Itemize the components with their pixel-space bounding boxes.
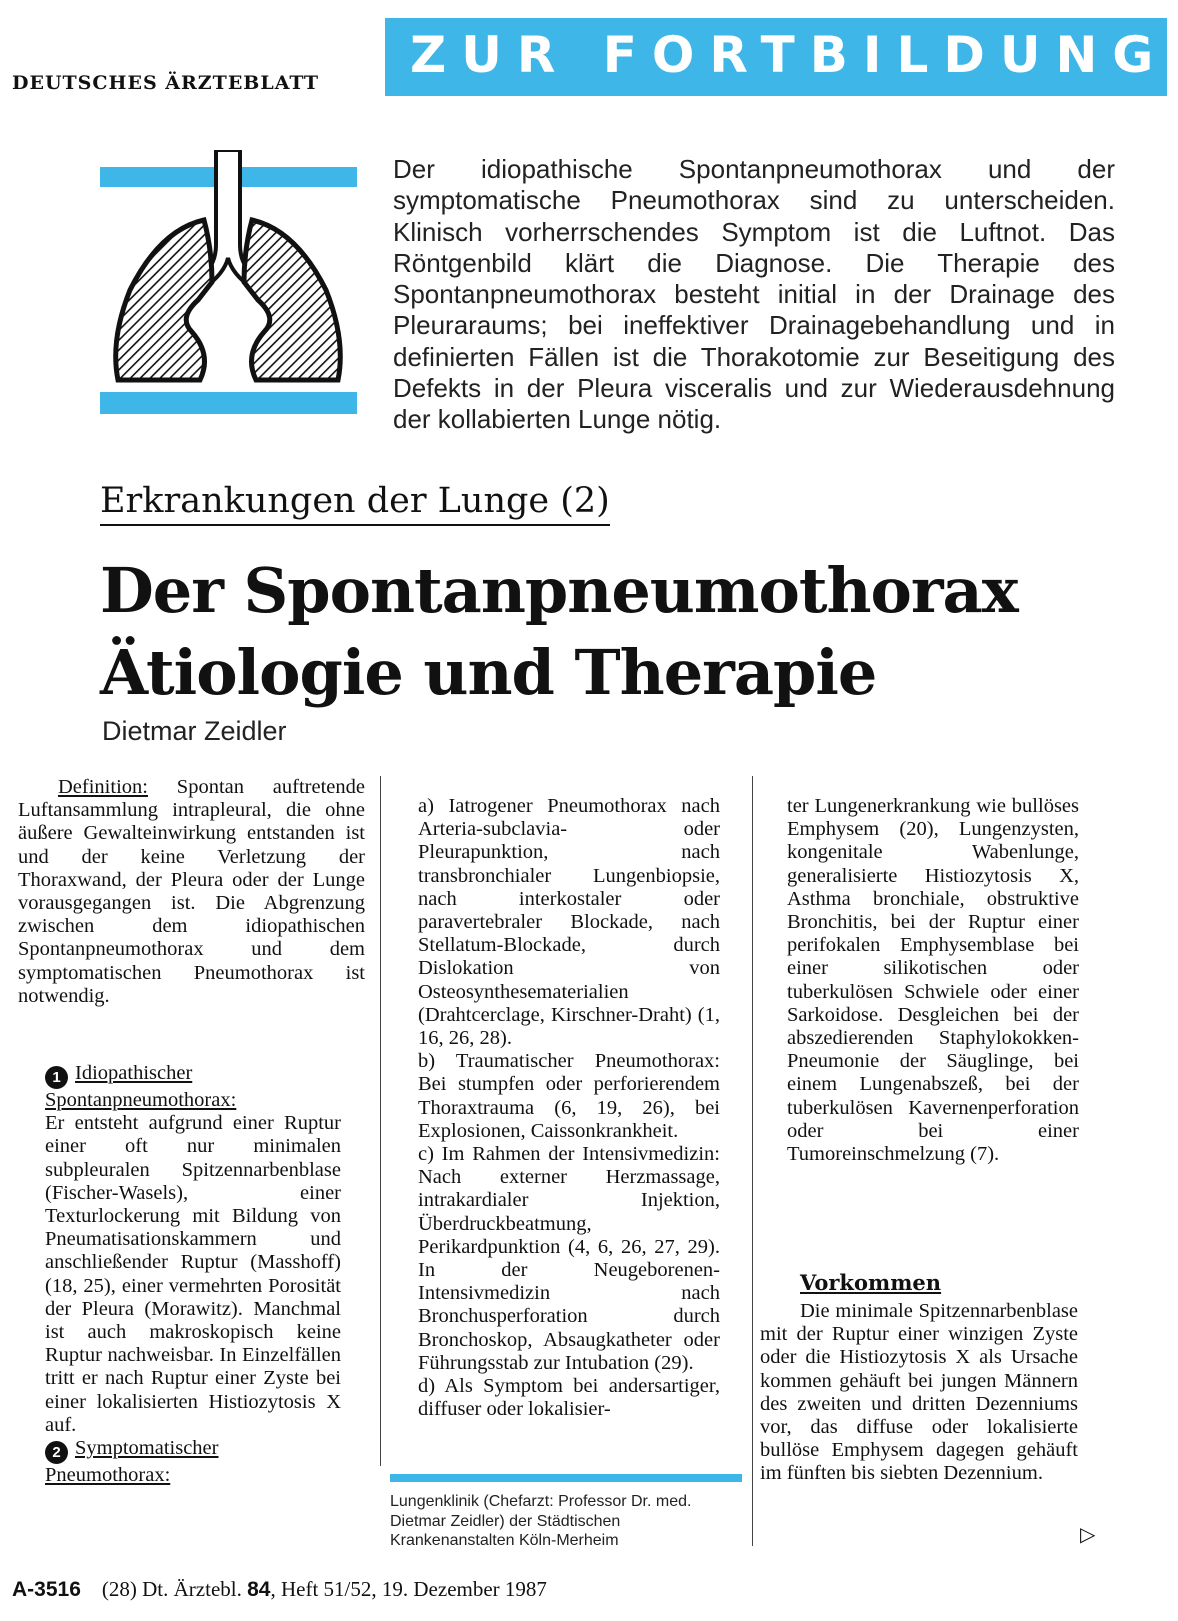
affiliation-bar [390, 1474, 742, 1482]
article-title [100, 550, 1018, 714]
number-badge: 2 [45, 1441, 68, 1464]
abstract: Der idiopathische Spontanpneumothorax und der symptomatische Pneumothorax sind zu unterscheiden. Klinisch vorherrschendes Symptom ist die Luftnot. Das Röntgenbild klärt die Diagnose. Die Therapie des Spontanpneumothorax besteht initial in der Drainage des Pleuraraums; bei ineffektiver Drainagebehandlung und in definierten Fällen ist die Thorakotomie zur Beseitigung des Defekts in der Pleura visceralis und zur Wiederausdehnung der kollabierten Lunge nötig. [393, 154, 1115, 435]
list-item: b) Traumatischer Pneumothorax: Bei stumpfen oder perforierendem Thoraxtrauma (6, 19, 26), bei Explosionen, Caissonkrankheit. [418, 1050, 720, 1142]
vorkommen-text: Die minimale Spitzennarbenblase mit der Ruptur einer winzigen Zyste oder die Histiozytosis X als Ursache kommen gehäuft bei jungen Männern des zweiten und dritten Dezenniums vor, das diffuse oder lokalisierte bullöse Emphysem dagegen gehäuft im fünften bis siebten Dezennium. [760, 1300, 1078, 1485]
item1-text: Er entsteht aufgrund einer Ruptur einer oft nur minimalen subpleuralen Spitzennarbenblase (Fischer-Wasels), einer Texturlockerung mit Bildung von Pneumatisationskammern und anschließender Ruptur (Masshoff) (18, 25), einer vermehrten Porosität der Pleura (Morawitz). Manchmal ist auch makroskopisch keine Ruptur nachweisbar. In Einzelfällen tritt er nach Ruptur einer Zyste bei einer lokalisierten Histiozytosis X auf. [45, 1112, 341, 1436]
journal-name: DEUTSCHES ÄRZTEBLATT [12, 72, 320, 94]
page-code: A-3516 [12, 1578, 81, 1601]
article-title-line2: Ätiologie und Therapie [100, 636, 877, 709]
idiopathic-section [45, 1062, 341, 1487]
number-badge: 1 [45, 1066, 68, 1089]
vorkommen-paragraph [760, 1300, 1078, 1486]
issue-date: , Heft 51/52, 19. Dezember 1987 [270, 1577, 547, 1601]
column-divider [752, 776, 753, 1546]
page-number: (28) [101, 1577, 137, 1601]
definition-paragraph [18, 776, 365, 1008]
lungs-icon [100, 150, 365, 435]
author: Dietmar Zeidler [102, 716, 287, 746]
symptomatic-continued: ter Lungenerkrankung wie bullöses Emphysem (20), Lungenzysten, kongenitale Wabenlunge, generalisierte Histiozytosis X, Asthma bronchiale, obstruktive Bronchitis, bei der Ruptur einer perifokalen Emphysemblase bei einer silikotischen oder tuberkulösen Schwiele oder einer Sarkoidose. Desgleichen bei der abszedierenden Staphylokokken-Pneumonie der Säuglinge, bei einem Lungenabszeß, bei der tuberkulösen Kavernenperforation oder bei einer Tumoreinschmelzung (7). [787, 795, 1079, 1166]
list-item: c) Im Rahmen der Intensivmedizin: Nach externer Herzmassage, intrakardialer Injektion, Überdruckbeatmung, Perikardpunktion (4, 6, 26, 27, 29). In der Neugeborenen-Intensivmedizin nach Bronchusperforation durch Bronchoskop, Absaugkatheter oder Führungsstab zur Intubation (29). [418, 1143, 720, 1374]
continue-arrow-icon: ▷ [1080, 1524, 1096, 1546]
volume: 84 [247, 1578, 271, 1601]
definition-label: Definition: [58, 776, 148, 798]
series-title: Erkrankungen der Lunge (2) [100, 478, 610, 526]
column-divider [380, 776, 381, 1466]
definition-text: Spontan auftretende Luftansammlung intrapleural, die ohne äußere Gewalteinwirkung entstanden ist und der keine Verletzung der Thoraxwand, der Pleura oder der Lunge vorausgegangen ist. Die Abgrenzung zwischen dem idiopathischen Spontanpneumothorax und dem symptomatischen Pneumothorax ist notwendig. [18, 776, 365, 1007]
article-title-line1: Der Spontanpneumothorax [100, 554, 1018, 627]
vorkommen-heading: Vorkommen [800, 1270, 942, 1295]
journal-abbr: Dt. Ärztebl. [142, 1577, 242, 1601]
symptomatic-list [418, 795, 720, 1421]
item2-heading: Symptomatischer Pneumothorax: [45, 1437, 219, 1487]
page-footer [12, 1577, 547, 1602]
affiliation: Lungenklinik (Chefarzt: Professor Dr. med. Dietmar Zeidler) der Städtischen Krankenanstalten Köln-Merheim [390, 1493, 692, 1549]
list-item: a) Iatrogener Pneumothorax nach Arteria-subclavia- oder Pleurapunktion, nach transbronchialer Lungenbiopsie, nach interkostaler oder paravertebraler Blockade, nach Stellatum-Blockade, durch Dislokation von Osteosynthesematerialien (Drahtcerclage, Kirschner-Draht) (1, 16, 26, 28). [418, 795, 720, 1050]
list-item: d) Als Symptom bei andersartiger, diffuser oder lokalisier- [418, 1375, 720, 1421]
section-title: ZUR FORTBILDUNG [410, 26, 1169, 84]
item1-heading: Idiopathischer Spontanpneumothorax: [45, 1062, 237, 1111]
